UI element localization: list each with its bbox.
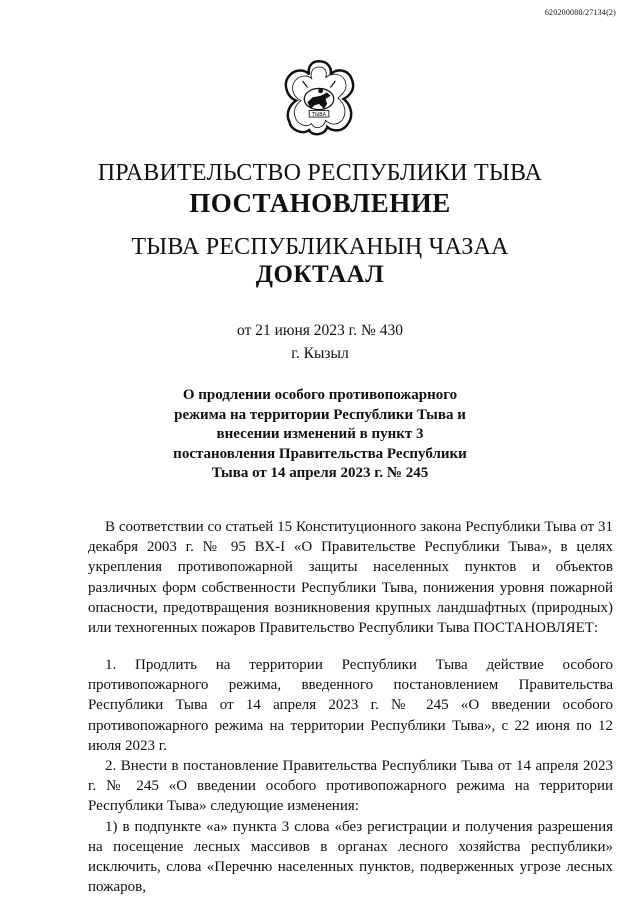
decree-type-tyv: ДОКТААЛ [255, 261, 385, 288]
decree-date: от 21 июня 2023 г. № 430 [237, 322, 403, 339]
decree-title [0, 386, 640, 484]
decree-city: г. Кызыл [291, 345, 349, 362]
document-code: 620200080/27134(2) [544, 8, 616, 17]
tuva-emblem [278, 58, 360, 140]
item-1: 1. Продлить на территории Республики Тыва действие особого противопожарного режима, введенного постановлением Правительства Республики Тыва от 14 апреля 2023 г. № 245 «О введении особого противопожарного режима на территории Республики Тыва», с 22 июня по 12 июля 2023 г. [88, 657, 613, 754]
decree-type-ru: ПОСТАНОВЛЕНИЕ [189, 188, 451, 218]
item-2-subitem-1: 1) в подпункте «а» пункта 3 слова «без регистрации и получения разрешения на посещение лесных массивов в органах лесного хозяйства республики» исключить, слова «Перечню населенных пунктов, подверженных угрозе лесных пожаров, [88, 818, 613, 896]
item-2: 2. Внести в постановление Правительства Республики Тыва от 14 апреля 2023 г. № 245 «О введении особого противопожарного режима на территории Республики Тыва» следующие изменения: [88, 758, 613, 815]
government-name-ru: ПРАВИТЕЛЬСТВО РЕСПУБЛИКИ ТЫВА [97, 160, 543, 186]
government-name-tyv: ТЫВА РЕСПУБЛИКАНЫҢ ЧАЗАА [131, 234, 509, 260]
preamble-paragraph: В соответствии со статьей 15 Конституционного закона Республики Тыва от 31 декабря 2003 г. № 95 ВХ-I «О Правительстве Республики Тыва», в целях укрепления противопожарной защиты населенных пунктов и объектов различных форм собственности Республики Тыва, понижения уровня пожарной опасности, предотвращения возникновения крупных ландшафтных (природных) или техногенных пожаров Правительство Республики Тыва ПОСТАНОВЛЯЕТ: [88, 519, 613, 637]
decree-body [88, 655, 613, 897]
preamble [88, 517, 613, 638]
decree-title-text: О продлении особого противопожарного режима на территории Республики Тыва и внесении изменений в пункт 3 постановления Правительства Республики Тыва от 14 апреля 2023 г. № 245 [173, 387, 467, 481]
emblem-label: ТЫВА [311, 111, 327, 118]
